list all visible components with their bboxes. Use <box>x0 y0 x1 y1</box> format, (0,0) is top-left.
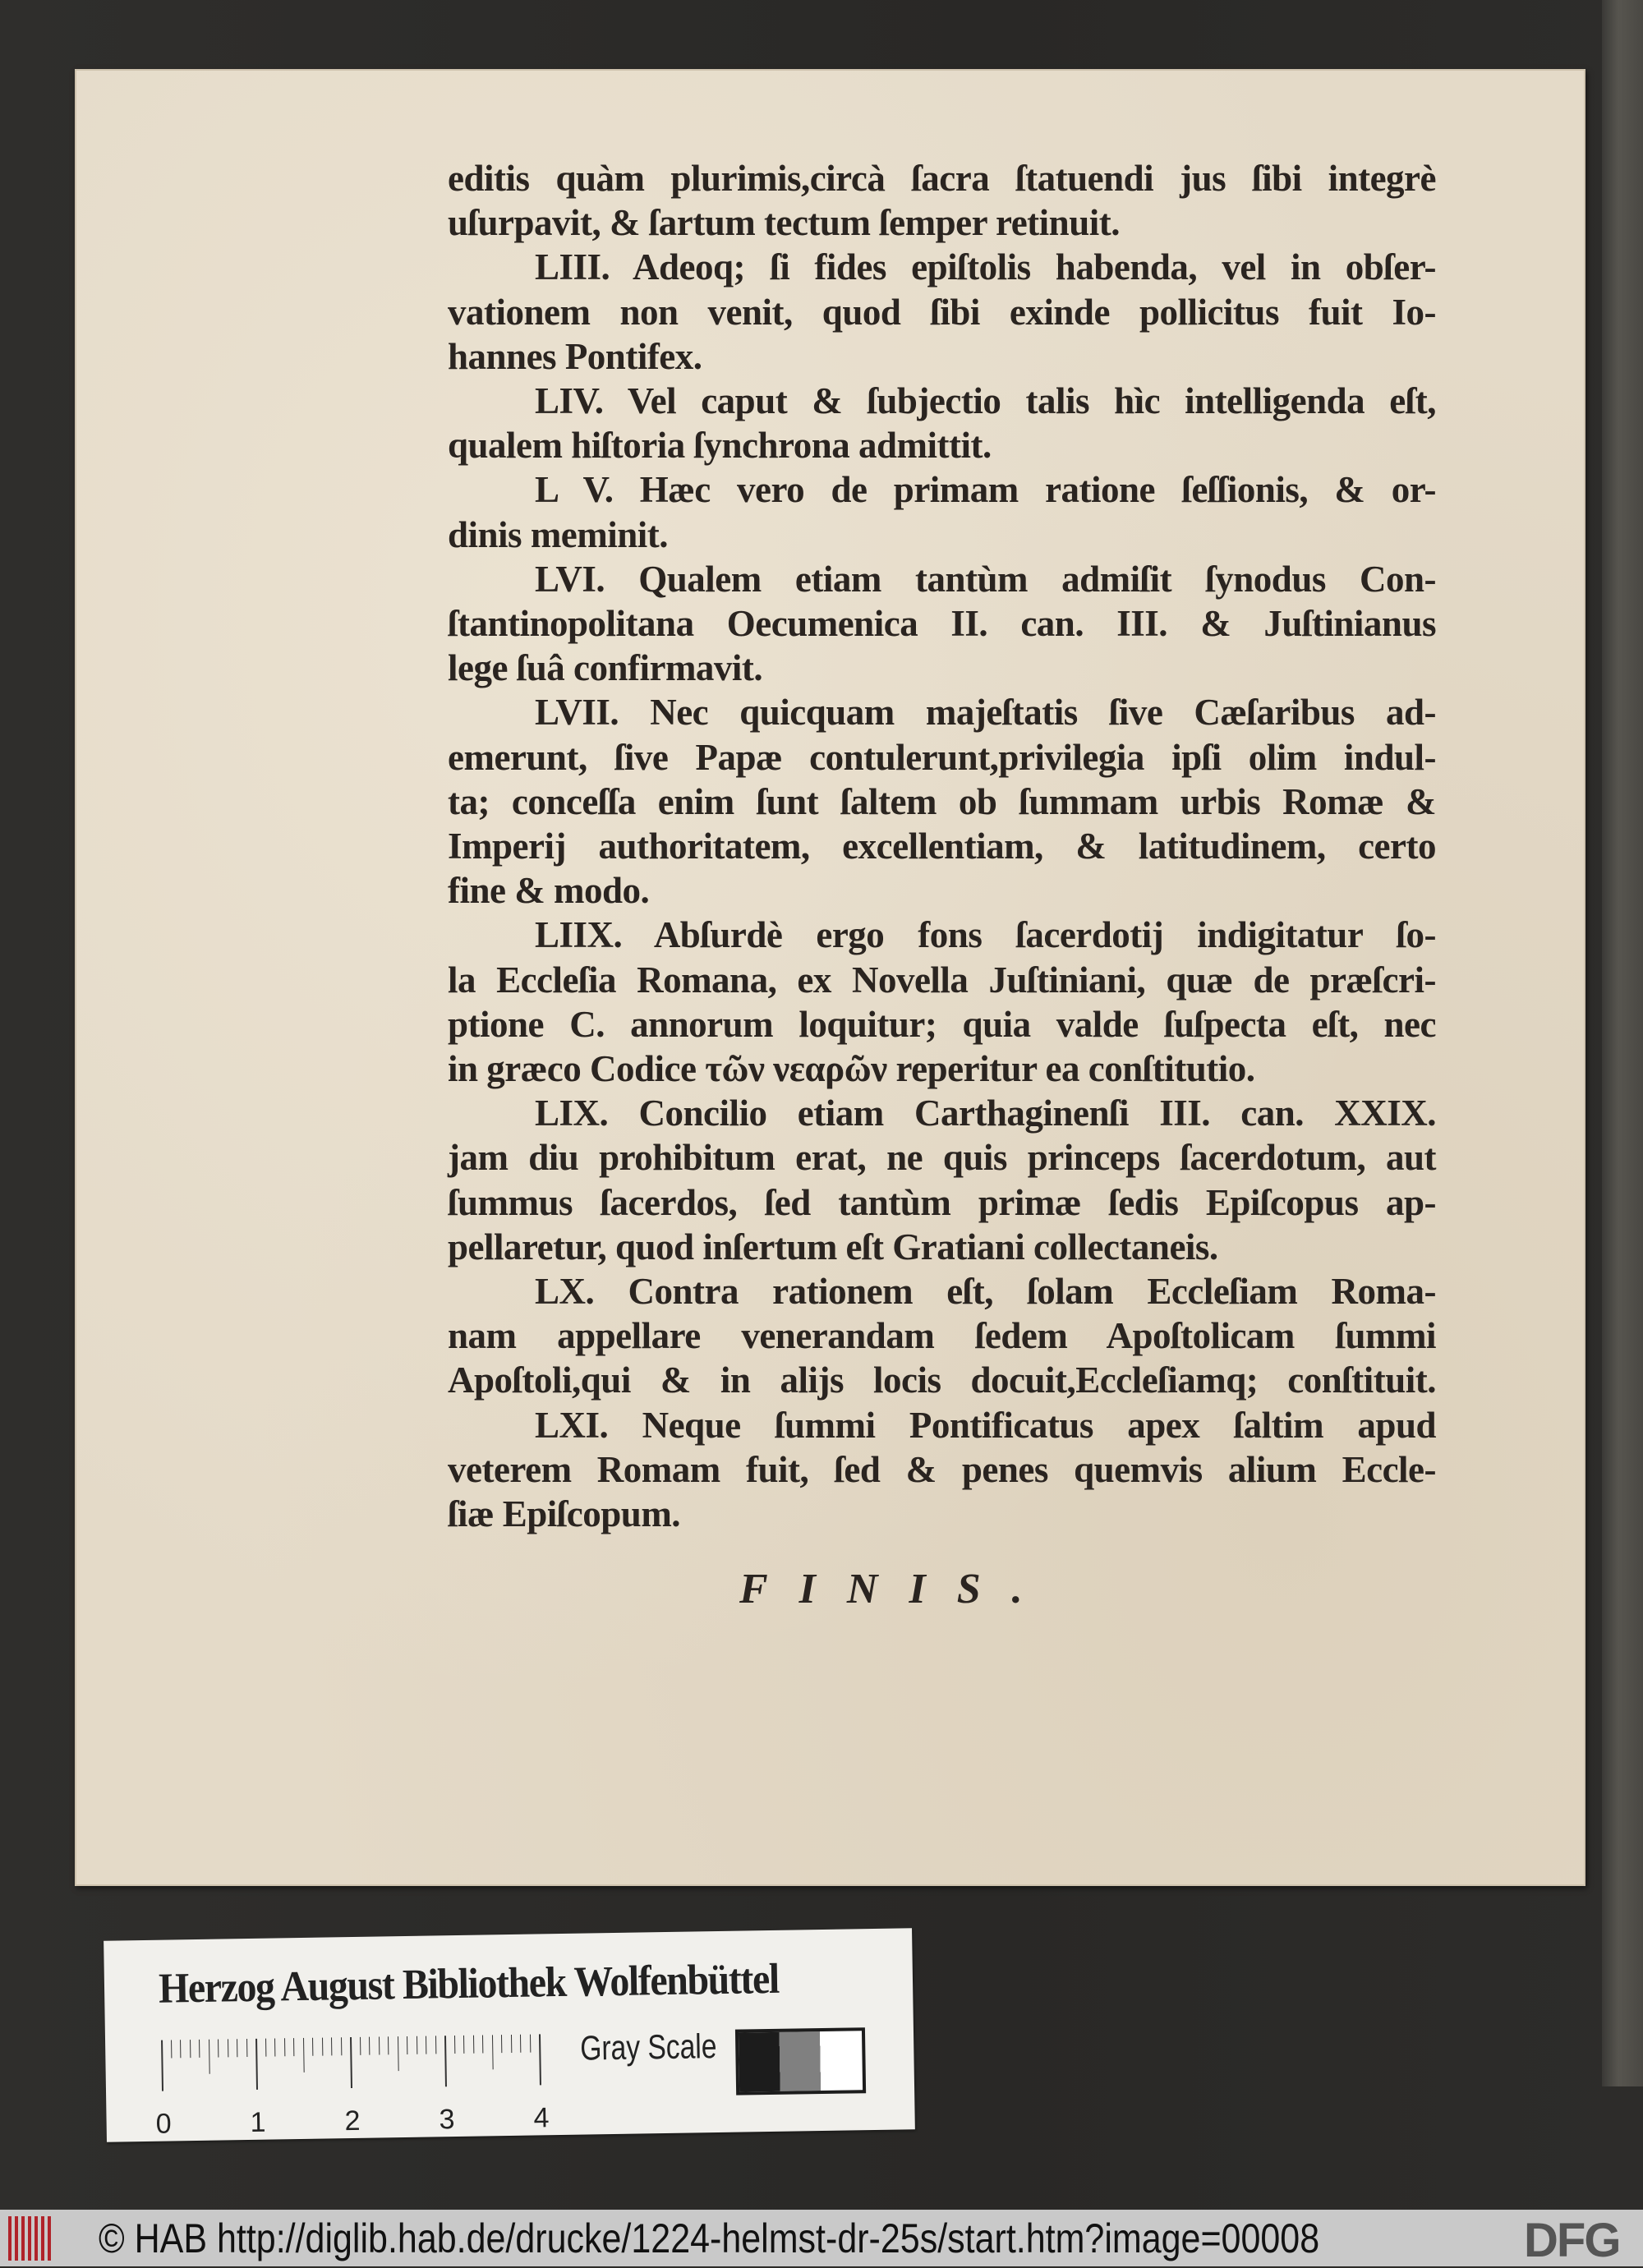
gray-scale-label: Gray Scale <box>579 2026 717 2068</box>
ruler <box>161 2034 548 2097</box>
text-line: jam diu prohibitum erat, ne quis princeps ſacerdotum, aut <box>448 1137 1436 1179</box>
dfg-logo: DFG <box>1524 2214 1620 2267</box>
ruler-tick <box>284 2038 285 2056</box>
library-name: Herzog August Bibliothek Wolfenbüttel <box>158 1955 780 2013</box>
color-calibration-card <box>104 1928 915 2141</box>
ruler-tick <box>482 2036 483 2054</box>
ruler-tick <box>491 2035 493 2069</box>
ruler-tick <box>246 2039 247 2057</box>
text-line: in græco Codice τῶν νεαρῶν reperitur ea conſtitutio. <box>448 1048 1255 1089</box>
footer-bar <box>0 2210 1643 2266</box>
ruler-tick <box>255 2039 258 2090</box>
text-line: qualem hiſtoria ſynchrona admittit. <box>448 425 992 467</box>
ruler-tick <box>369 2037 370 2055</box>
ruler-tick <box>463 2036 464 2054</box>
text-line: ptione C. annorum loquitur; quia valde ſuſpecta eſt, nec <box>448 1003 1436 1045</box>
text-line: Apoſtoli,qui & in alijs locis docuit,Eccleſiamq; conſtituit. <box>448 1359 1436 1401</box>
ruler-number: 2 <box>344 2105 361 2137</box>
book-edge <box>1602 0 1643 2086</box>
ruler-tick <box>274 2038 275 2056</box>
text-line: la Eccleſia Romana, ex Novella Juſtiniani, quæ de præſcri- <box>448 959 1436 1001</box>
ruler-tick <box>388 2036 389 2054</box>
ruler-number: 4 <box>533 2102 550 2134</box>
ruler-tick <box>161 2040 163 2091</box>
ruler-tick <box>539 2034 541 2085</box>
text-line: LVI. Qualem etiam tantùm admiſit ſynodus Con- <box>535 558 1436 600</box>
text-line: dinis meminit. <box>448 513 669 555</box>
text-line: vationem non venit, quod ſibi exinde pollicitus fuit Io- <box>448 291 1436 333</box>
ruler-tick <box>444 2036 447 2086</box>
ruler-tick <box>472 2036 473 2054</box>
ruler-tick <box>510 2035 511 2053</box>
text-line: fine & modo. <box>448 870 650 912</box>
text-line: LIIX. Abſurdè ergo fons ſacerdotij indigitatur ſo- <box>535 914 1436 956</box>
text-line: LIII. Adeoq; ſi fides epiſtolis habenda, vel in obſer- <box>535 246 1436 288</box>
ruler-number: 3 <box>439 2104 455 2136</box>
text-line: ta; conceſſa enim ſunt ſaltem ob ſummam urbis Romæ & <box>448 780 1436 822</box>
copyright-url[interactable]: © HAB http://diglib.hab.de/drucke/1224-helmst-dr-25s/start.htm?image=00008 <box>99 2215 1320 2261</box>
ruler-tick <box>180 2040 181 2058</box>
finis-heading: FINIS. <box>739 1566 1054 1612</box>
text-line: ſiæ Epiſcopum. <box>448 1493 681 1534</box>
text-line: editis quàm plurimis,circà ſacra ſtatuendi jus ſibi integrè <box>448 158 1436 199</box>
ruler-tick <box>199 2040 200 2058</box>
ruler-tick <box>379 2036 380 2054</box>
ruler-tick <box>190 2040 191 2058</box>
text-line: LX. Contra rationem eſt, ſolam Eccleſiam Roma- <box>535 1271 1436 1312</box>
text-line: LVII. Nec quicquam majeſtatis ſive Cæſaribus ad- <box>535 692 1436 734</box>
text-line: ſummus ſacerdos, ſed tantùm primæ ſedis Epiſcopus ap- <box>448 1181 1436 1223</box>
ruler-tick <box>293 2038 294 2056</box>
text-line: veterem Romam fuit, ſed & penes quemvis alium Eccle- <box>448 1448 1436 1490</box>
text-line: ſtantinopolitana Oecumenica II. can. III. & Juſtinianus <box>448 603 1436 644</box>
ruler-tick <box>529 2035 530 2053</box>
ruler-tick <box>435 2036 436 2054</box>
text-line: LIX. Concilio etiam Carthaginenſi III. can. XXIX. <box>535 1093 1436 1134</box>
gray-scale-swatch <box>735 2027 866 2095</box>
ruler-tick <box>218 2040 219 2058</box>
ruler-tick <box>501 2035 502 2053</box>
hab-logo-icon <box>8 2216 54 2261</box>
ruler-tick <box>265 2039 266 2057</box>
text-line: Imperij authoritatem, excellentiam, & latitudinem, certo <box>448 826 1436 867</box>
ruler-tick <box>360 2037 361 2055</box>
text-line: lege ſuâ confirmavit. <box>448 647 763 689</box>
text-line: hannes Pontifex. <box>448 335 702 377</box>
ruler-tick <box>303 2038 305 2072</box>
ruler-tick <box>520 2035 521 2053</box>
ruler-number: 0 <box>155 2108 172 2140</box>
ruler-tick <box>171 2040 172 2058</box>
text-line: LIV. Vel caput & ſubjectio talis hìc intelligenda eſt, <box>535 380 1436 421</box>
text-line: uſurpavit, & ſartum tectum ſemper retinuit. <box>448 202 1120 244</box>
ruler-number: 1 <box>250 2106 266 2138</box>
ruler-tick <box>331 2037 332 2055</box>
text-line: L V. Hæc vero de primam ratione ſeſſionis, & or- <box>535 469 1436 511</box>
text-line: LXI. Neque ſummi Pontificatus apex ſaltim apud <box>535 1404 1436 1446</box>
ruler-tick <box>341 2037 342 2055</box>
text-line: emerunt, ſive Papæ contulerunt,privilegia ipſi olim indul- <box>448 736 1436 778</box>
ruler-tick <box>454 2036 455 2054</box>
ruler-tick <box>209 2040 210 2074</box>
ruler-tick <box>322 2038 323 2056</box>
text-line: pellaretur, quod inſertum eſt Gratiani collectaneis. <box>448 1226 1218 1267</box>
ruler-tick <box>312 2038 313 2056</box>
ruler-tick <box>398 2036 399 2071</box>
text-line: nam appellare venerandam ſedem Apoſtolicam ſummi <box>448 1315 1436 1357</box>
ruler-tick <box>350 2037 352 2088</box>
